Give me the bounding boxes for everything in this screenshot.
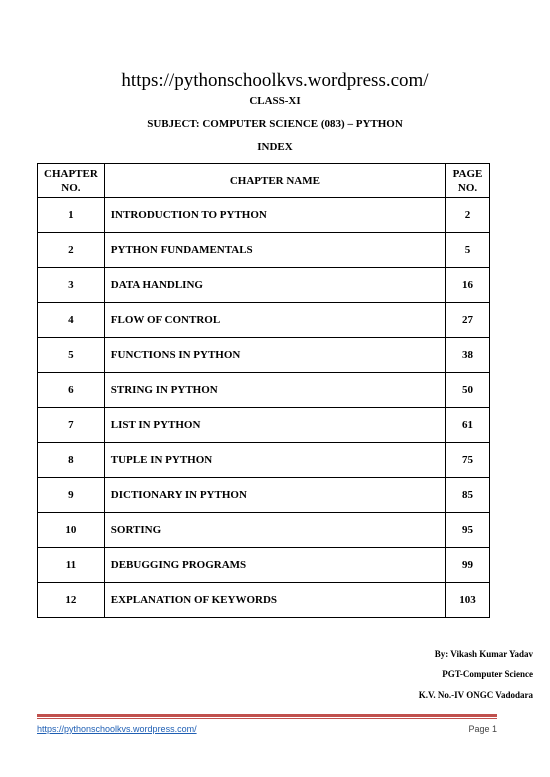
table-body xyxy=(38,198,490,618)
page-number-cell: 5 xyxy=(446,233,490,268)
page-number-cell: 103 xyxy=(446,583,490,618)
header-chapter-name: CHAPTER NAME xyxy=(104,164,445,198)
chapter-number-cell: 10 xyxy=(38,513,105,548)
class-heading: CLASS-XI xyxy=(249,95,301,107)
chapter-name-cell: FLOW OF CONTROL xyxy=(104,303,445,338)
table-row xyxy=(38,478,490,513)
page-number-cell: 95 xyxy=(446,513,490,548)
subject-heading: SUBJECT: COMPUTER SCIENCE (083) – PYTHON xyxy=(147,118,403,130)
footer-site-link[interactable]: https://pythonschoolkvs.wordpress.com/ xyxy=(37,724,197,734)
page-number-cell: 38 xyxy=(446,338,490,373)
page-number-cell: 27 xyxy=(446,303,490,338)
chapter-name-cell: DEBUGGING PROGRAMS xyxy=(104,548,445,583)
site-url-heading: https://pythonschoolkvs.wordpress.com/ xyxy=(121,70,429,91)
footer-page-number: Page 1 xyxy=(468,724,497,734)
table-row xyxy=(38,233,490,268)
chapter-name-cell: DATA HANDLING xyxy=(104,268,445,303)
table-row xyxy=(38,268,490,303)
chapter-number-cell: 12 xyxy=(38,583,105,618)
author-school: K.V. No.-IV ONGC Vadodara xyxy=(418,690,533,700)
chapter-number-cell: 5 xyxy=(38,338,105,373)
chapter-name-cell: EXPLANATION OF KEYWORDS xyxy=(104,583,445,618)
table-row xyxy=(38,303,490,338)
page-number-cell: 2 xyxy=(446,198,490,233)
chapter-name-cell: INTRODUCTION TO PYTHON xyxy=(104,198,445,233)
page-number-cell: 99 xyxy=(446,548,490,583)
chapter-number-cell: 11 xyxy=(38,548,105,583)
table-row xyxy=(38,408,490,443)
chapter-number-cell: 4 xyxy=(38,303,105,338)
table-row xyxy=(38,548,490,583)
header-chapter-no-line2: NO. xyxy=(61,181,81,194)
table-row xyxy=(38,338,490,373)
table-row xyxy=(38,583,490,618)
table-header-row xyxy=(38,164,490,198)
chapter-name-cell: PYTHON FUNDAMENTALS xyxy=(104,233,445,268)
index-title: INDEX xyxy=(257,141,293,153)
table-row xyxy=(38,443,490,478)
chapter-number-cell: 3 xyxy=(38,268,105,303)
chapter-name-cell: TUPLE IN PYTHON xyxy=(104,443,445,478)
chapter-number-cell: 8 xyxy=(38,443,105,478)
chapter-number-cell: 9 xyxy=(38,478,105,513)
author-name: By: Vikash Kumar Yadav xyxy=(434,649,533,659)
chapter-index-table xyxy=(37,163,490,618)
table-row xyxy=(38,198,490,233)
chapter-number-cell: 7 xyxy=(38,408,105,443)
chapter-name-cell: STRING IN PYTHON xyxy=(104,373,445,408)
footer-divider xyxy=(37,714,497,717)
page-number-cell: 75 xyxy=(446,443,490,478)
chapter-number-cell: 2 xyxy=(38,233,105,268)
chapter-name-cell: DICTIONARY IN PYTHON xyxy=(104,478,445,513)
page-number-cell: 16 xyxy=(446,268,490,303)
table-row xyxy=(38,373,490,408)
author-role: PGT-Computer Science xyxy=(442,669,533,679)
page-number-cell: 61 xyxy=(446,408,490,443)
header-page-no-line1: PAGE xyxy=(452,167,483,180)
chapter-name-cell: FUNCTIONS IN PYTHON xyxy=(104,338,445,373)
header-page-no-line2: NO. xyxy=(457,181,478,194)
header-chapter-no xyxy=(38,164,105,198)
header-page-no xyxy=(446,164,490,198)
chapter-number-cell: 1 xyxy=(38,198,105,233)
header-chapter-no-line1: CHAPTER xyxy=(44,167,98,180)
footer-divider-thin xyxy=(37,718,497,719)
chapter-name-cell: SORTING xyxy=(104,513,445,548)
chapter-number-cell: 6 xyxy=(38,373,105,408)
page-number-cell: 85 xyxy=(446,478,490,513)
page-number-cell: 50 xyxy=(446,373,490,408)
table-row xyxy=(38,513,490,548)
chapter-name-cell: LIST IN PYTHON xyxy=(104,408,445,443)
